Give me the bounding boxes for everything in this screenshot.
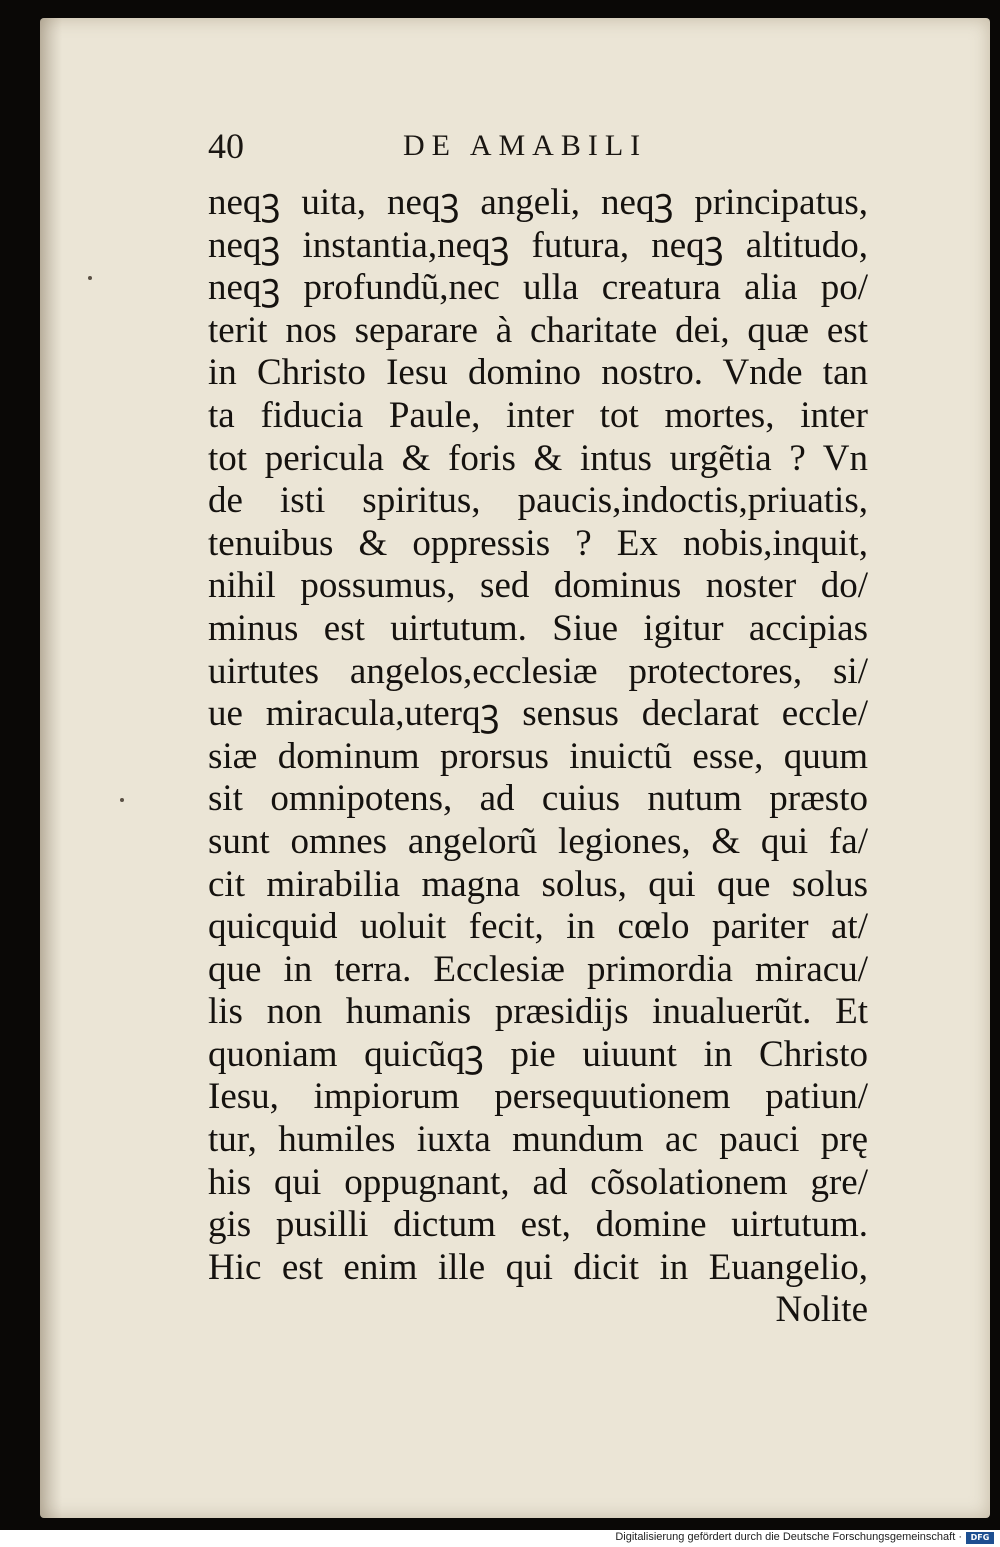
text-line: neqꝫ instantia,neqꝫ futura, neqꝫ altitudo, [208,224,868,266]
text-line: terit nos separare à charitate dei, quæ est [208,309,868,351]
text-line: quicquid uoluit fecit, in cœlo pariter at/ [208,906,868,948]
text-line: nihil possumus, sed dominus noster do/ [208,565,868,607]
text-line: uirtutes angelos,ecclesiæ protectores, si/ [208,650,868,692]
text-line: ta fiducia Paule, inter tot mortes, inter [208,394,868,436]
text-line: Iesu, impiorum persequutionem patiun/ [208,1076,868,1118]
text-line: his qui oppugnant, ad cõsolationem gre/ [208,1161,868,1203]
text-line: lis non humanis præsidijs inualuerũt. Et [208,991,868,1033]
text-line: neqꝫ uita, neqꝫ angeli, neqꝫ principatus, [208,182,868,223]
catchword: Nolite [775,1289,868,1331]
body-text [208,182,868,1332]
paper-speck [88,276,92,280]
text-line: tenuibus & oppressis ? Ex nobis,inquit, [208,522,868,564]
text-line: Hic est enim ille qui dicit in Euangelio, [208,1246,868,1288]
funding-credit: Digitalisierung gefördert durch die Deutsche Forschungsgemeinschaft · [615,1531,962,1543]
paper-speck [120,798,124,802]
dfg-logo-icon: DFG [966,1532,994,1544]
text-line: sunt omnes angelorũ legiones, & qui fa/ [208,820,868,862]
running-head [208,125,808,169]
text-line: siæ dominum prorsus inuictũ esse, quum [208,735,868,777]
text-line: que in terra. Ecclesiæ primordia miracu/ [208,948,868,990]
text-line: tur, humiles iuxta mundum ac pauci prę [208,1119,868,1161]
text-line: de isti spiritus, paucis,indoctis,priuatis, [208,480,868,522]
text-line: in Christo Iesu domino nostro. Vnde tan [208,352,868,394]
footer-bar [0,1530,1000,1547]
text-line: quoniam quicũqꝫ pie uiuunt in Christo [208,1033,868,1075]
text-line: minus est uirtutum. Siue igitur accipias [208,607,868,649]
text-line: ue miracula,uterqꝫ sensus declarat eccle/ [208,693,868,735]
page-number: 40 [208,126,244,166]
text-line: tot pericula & foris & intus urgẽtia ? Vn [208,437,868,479]
text-line: cit mirabilia magna solus, qui que solus [208,863,868,905]
text-line: sit omnipotens, ad cuius nutum præsto [208,778,868,820]
text-line: neqꝫ profundũ,nec ulla creatura alia po/ [208,267,868,309]
text-line: gis pusilli dictum est, domine uirtutum. [208,1204,868,1246]
running-title: DE AMABILI [403,129,648,162]
